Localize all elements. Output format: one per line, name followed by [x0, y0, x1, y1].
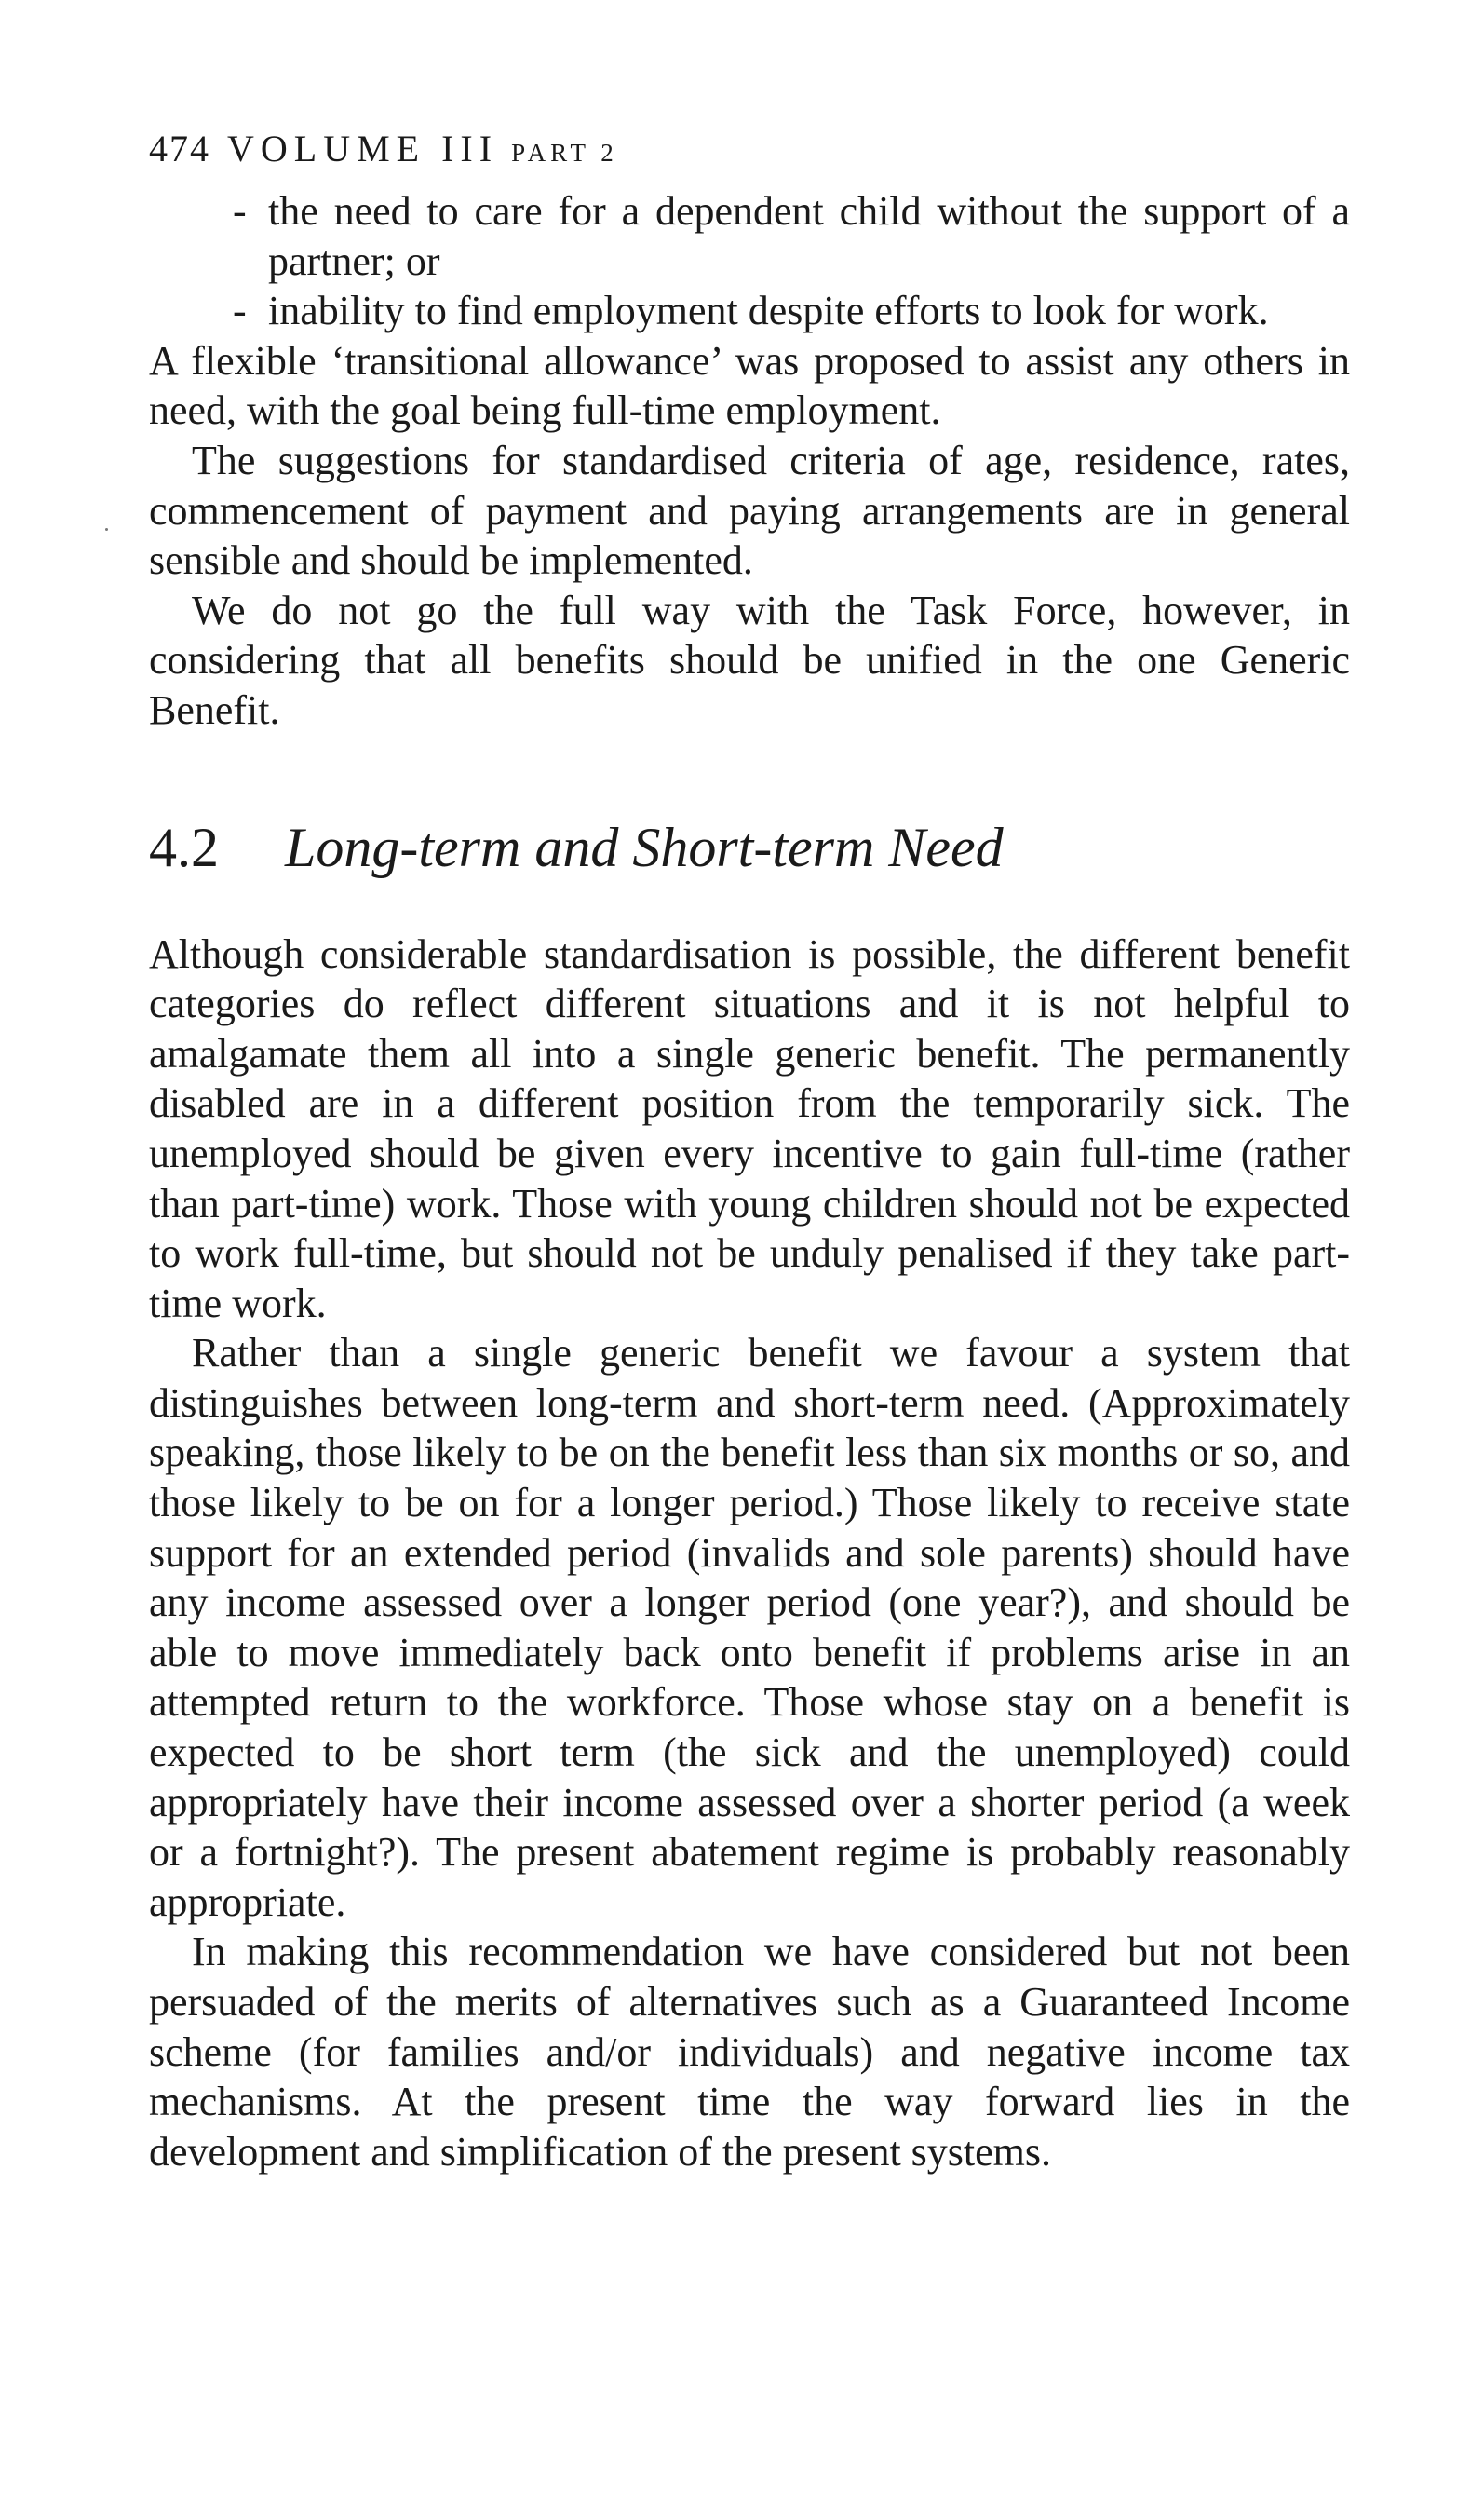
- part-label: PART 2: [511, 139, 618, 167]
- document-page: [149, 130, 1350, 2176]
- paragraph: A flexible ‘transitional allowance’ was proposed to assist any others in need, with the goal being full-time employment.: [149, 337, 1350, 434]
- paragraph: Although considerable standardisation is possible, the different benefit categories do reflect different situations and it is not helpful to amalgamate them all into a single generic benefit. The permanently disabled are in a different position from the temporarily sick. The unemployed should be given every incentive to gain full-time (rather than part-time) work. Those with young children should not be expected to work full-time, but should not be unduly penalised if they take part-time work.: [149, 930, 1350, 1326]
- paragraph: Rather than a single generic benefit we favour a system that distinguishes between long-term and short-term need. (Approximately speaking, those likely to be on the benefit less than six months or so, and those likely to be on for a longer period.) Those likely to receive state support for an extended period (invalids and sole parents) should have any income assessed over a longer period (one year?), and should be able to move immediately back onto benefit if problems arise in an attempted return to the workforce. Those whose stay on a benefit is expected to be short term (the sick and the unemployed) could appropriately have their income assessed over a shorter period (a week or a fortnight?). The present abatement regime is probably reasonably appropriate.: [149, 1330, 1350, 1925]
- section-number: 4.2: [149, 816, 219, 878]
- volume-label: VOLUME III: [227, 128, 499, 169]
- section-title: Long-term and Short-term Need: [285, 816, 1004, 878]
- bullet-text: the need to care for a dependent child without the support of a partner; or: [268, 188, 1350, 284]
- bullet-item: [149, 186, 1350, 286]
- paragraph: In making this recommendation we have considered but not been persuaded of the merits of alternatives such as a Guaranteed Income scheme (for families and/or individuals) and negative income tax mechanisms. At the present time the way forward lies in the development and simplification of the present systems.: [149, 1929, 1350, 2175]
- bullet-dash: -: [233, 188, 247, 234]
- paragraph: The suggestions for standardised criteria of age, residence, rates, commencement of payment and paying arrangements are in general sensible and should be implemented.: [149, 437, 1350, 584]
- running-head: [149, 130, 1350, 168]
- section-heading: [149, 816, 1350, 878]
- bullet-text: inability to find employment despite efforts to look for work.: [268, 288, 1269, 334]
- bullet-dash: -: [233, 288, 247, 334]
- paragraph: We do not go the full way with the Task Force, however, in considering that all benefits should be unified in the one Generic Benefit.: [149, 587, 1350, 733]
- margin-mark: [105, 528, 108, 531]
- page-number: 474: [149, 128, 210, 169]
- bullet-item: [149, 286, 1350, 336]
